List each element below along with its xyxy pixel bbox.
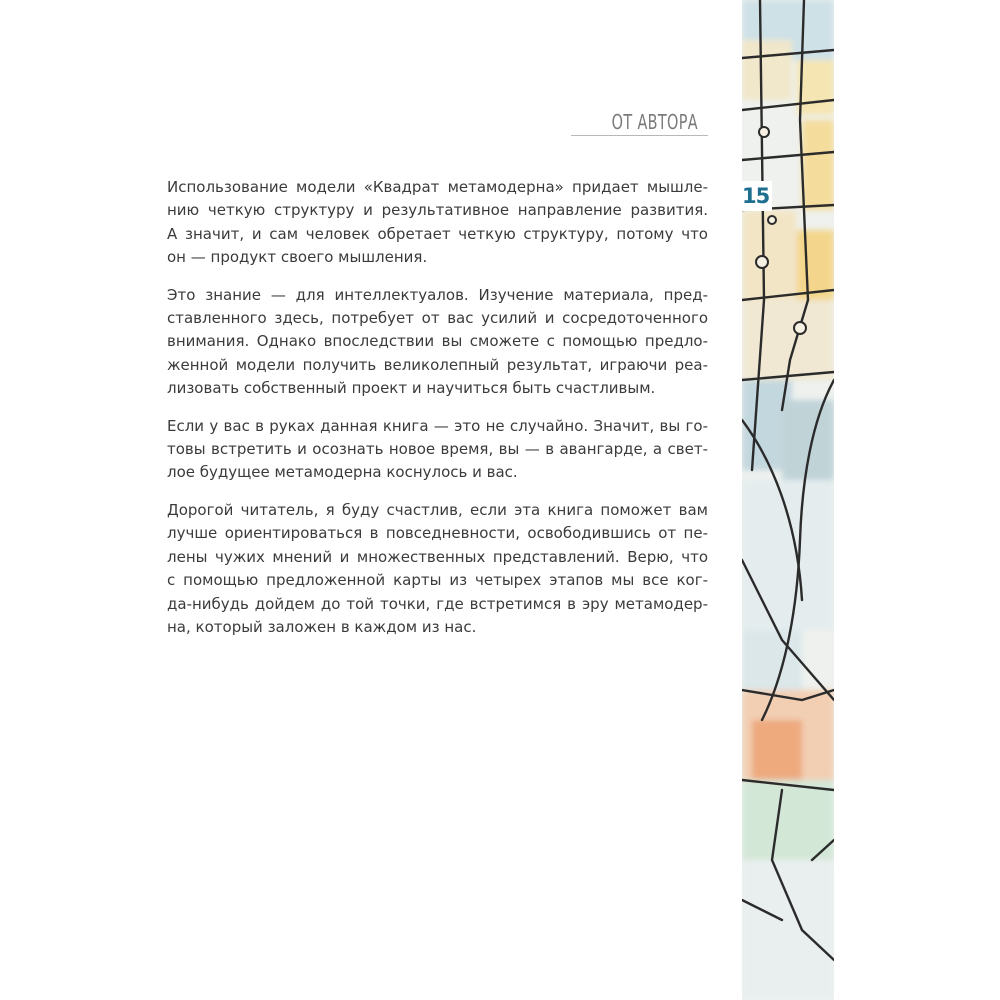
text-line: Дорогой читатель, я буду счастлив, если эта книга поможет вам	[167, 500, 708, 519]
page-number: 15	[740, 181, 772, 211]
text-line: он — продукт своего мышления.	[167, 248, 428, 267]
text-line: с помощью предложенной карты из четырех этапов мы все ког-	[167, 571, 708, 590]
text-line: лизовать собственный проект и научиться быть счастливым.	[167, 379, 656, 398]
text-line: внимания. Однако впоследствии вы сможете с помощью предло-	[167, 332, 708, 351]
text-line: лены чужих мнений и множественных представлений. Верю, что	[167, 547, 708, 566]
text-line: товы встретить и осознать новое время, вы — в авангарде, а свет-	[167, 440, 708, 459]
paragraph-4	[167, 499, 708, 639]
header-rule	[571, 135, 708, 136]
text-line: Это знание — для интеллектуалов. Изучение материала, пред-	[167, 285, 708, 304]
text-line: Использование модели «Квадрат метамодерна» придает мышле-	[167, 178, 708, 196]
text-line: лучше ориентироваться в повседневности, освободившись от пе-	[167, 524, 708, 543]
body-text	[167, 176, 708, 653]
section-title: ОТ АВТОРА	[611, 110, 698, 134]
text-line: да-нибудь дойдем до той точки, где встретимся в эру метамодер-	[167, 594, 708, 613]
text-line: ставленного здесь, потребует от вас усилий и сосредоточенного	[167, 309, 708, 328]
text-line: женной модели получить великолепный результат, играючи реа-	[167, 355, 708, 374]
text-line: на, который заложен в каждом из нас.	[167, 617, 477, 636]
decorative-stained-glass-art	[742, 0, 834, 1000]
paragraph-2	[167, 284, 708, 401]
text-line: А значит, и сам человек обретает четкую структуру, потому что	[167, 224, 708, 243]
paragraph-3	[167, 415, 708, 485]
text-line: нию четкую структуру и результативное направление развития.	[167, 201, 708, 220]
paragraph-1	[167, 176, 708, 270]
text-line: лое будущее метамодерна коснулось и вас.	[167, 463, 518, 482]
text-line: Если у вас в руках данная книга — это не случайно. Значит, вы го-	[167, 416, 708, 435]
